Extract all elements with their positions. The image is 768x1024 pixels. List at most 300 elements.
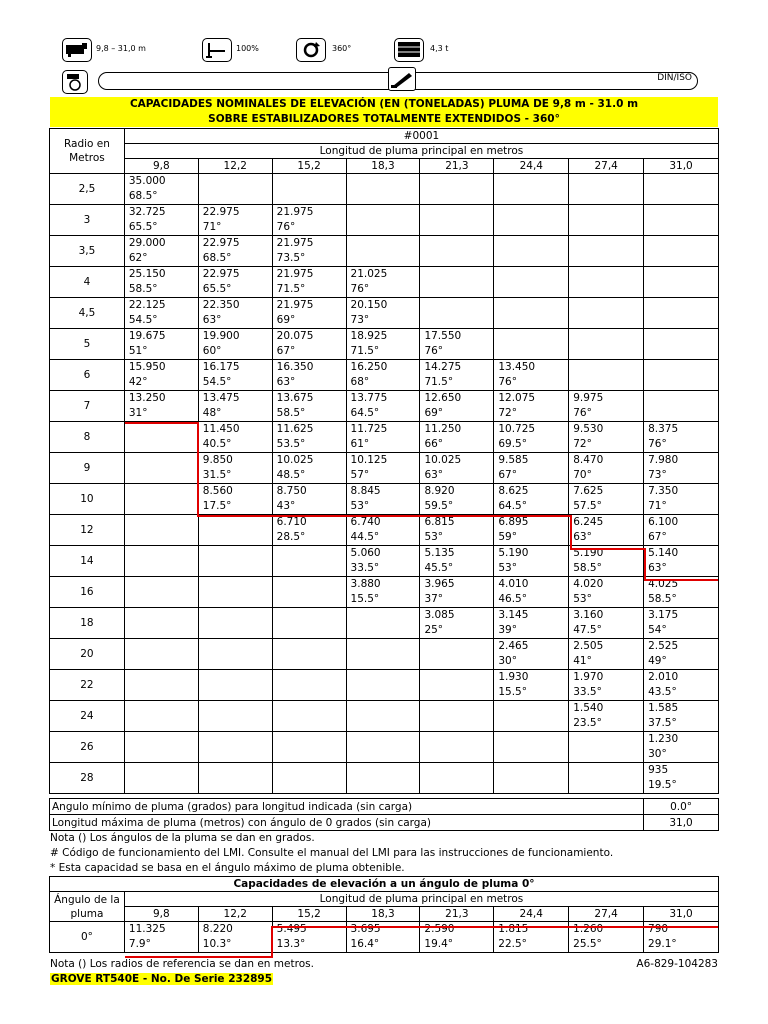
capacity-value: 6.740	[350, 516, 381, 528]
radius-cell: 22	[50, 670, 125, 701]
capacity-cell	[198, 922, 272, 953]
radius-cell: 4	[50, 267, 125, 298]
capacity-cell	[569, 577, 644, 608]
capacity-cell	[198, 577, 272, 608]
capacity-cell	[124, 422, 198, 453]
boom-angle: 59.5°	[424, 499, 454, 512]
capacity-cell	[494, 391, 569, 422]
radius-cell: 24	[50, 701, 125, 732]
table-row	[50, 763, 719, 794]
capacity-value: 1.585	[648, 702, 679, 714]
boom-angle: 65.5°	[202, 282, 232, 295]
capacity-value: 3.145	[498, 609, 529, 621]
capacity-cell	[420, 298, 494, 329]
capacity-cell	[569, 360, 644, 391]
capacity-cell	[346, 484, 420, 515]
column-header: 12,2	[198, 159, 272, 174]
radius-cell: 3,5	[50, 236, 125, 267]
capacity-value: 19.675	[128, 330, 166, 342]
capacity-cell	[420, 360, 494, 391]
boom-angle: 15.5°	[498, 685, 527, 698]
boom-angle: 28.5°	[276, 530, 306, 543]
capacity-cell	[124, 329, 198, 360]
zero-angle-table	[49, 876, 719, 953]
boom-angle: 63°	[648, 561, 667, 574]
capacity-cell	[569, 267, 644, 298]
note-capacity: * Esta capacidad se basa en el ángulo máximo de pluma obtenible.	[50, 862, 405, 874]
boom-angle: 66°	[424, 437, 444, 450]
capacity-cell	[272, 922, 346, 953]
table-row	[50, 422, 719, 453]
capacity-cell	[346, 329, 420, 360]
capacity-value: 13.450	[498, 361, 536, 373]
capacity-cell	[644, 329, 719, 360]
table-row	[50, 732, 719, 763]
capacity-value: 3.880	[350, 578, 381, 590]
capacity-value: 6.100	[648, 516, 679, 528]
capacity-cell	[494, 639, 569, 670]
capacity-cell	[644, 205, 719, 236]
capacity-cell	[346, 670, 420, 701]
column-header: 31,0	[644, 907, 719, 922]
boom-angle: 49°	[648, 654, 667, 667]
column-header: 24,4	[494, 907, 569, 922]
capacity-value: 9.585	[498, 454, 529, 466]
capacity-value: 13.775	[350, 392, 388, 404]
boom-angle: 73°	[648, 468, 667, 481]
capacity-cell	[644, 360, 719, 391]
capacity-value: 22.975	[202, 237, 240, 249]
radius-cell: 10	[50, 484, 125, 515]
capacity-value: 22.125	[128, 299, 166, 311]
capacity-value: 3.965	[424, 578, 455, 590]
capacity-cell	[272, 453, 346, 484]
capacity-cell	[420, 267, 494, 298]
boom-angle: 53°	[350, 499, 370, 512]
capacity-cell	[198, 236, 272, 267]
capacity-cell	[569, 732, 644, 763]
capacity-cell	[494, 453, 569, 484]
capacity-value: 3.160	[573, 609, 604, 621]
capacity-cell	[420, 701, 494, 732]
boom-angle: 68.5°	[202, 251, 232, 264]
capacity-cell	[494, 732, 569, 763]
capacity-cell	[494, 298, 569, 329]
capacity-cell	[494, 422, 569, 453]
capacity-cell	[124, 360, 198, 391]
capacity-cell	[420, 484, 494, 515]
capacity-cell	[644, 236, 719, 267]
boom-angle: 23.5°	[573, 716, 602, 729]
boom-angle: 48°	[202, 406, 222, 419]
capacity-value: 11.725	[350, 423, 388, 435]
second-length-header: Longitud de pluma principal en metros	[124, 892, 718, 907]
capacity-cell	[272, 391, 346, 422]
capacity-value: 7.350	[648, 485, 679, 497]
capacity-value: 16.350	[276, 361, 314, 373]
capacity-cell	[124, 174, 198, 205]
boom-angle: 44.5°	[350, 530, 380, 543]
table-row	[50, 174, 719, 205]
capacity-cell	[494, 174, 569, 205]
capacity-cell	[569, 608, 644, 639]
capacity-cell	[420, 453, 494, 484]
capacity-cell	[272, 577, 346, 608]
rotation-label: 360°	[332, 44, 352, 53]
table-row	[50, 391, 719, 422]
capacity-cell	[346, 608, 420, 639]
capacity-value: 21.975	[276, 206, 314, 218]
capacity-value: 8.375	[648, 423, 679, 435]
column-header: 12,2	[198, 907, 272, 922]
radius-cell: 16	[50, 577, 125, 608]
capacity-value: 11.450	[202, 423, 240, 435]
boom-angle: 70°	[573, 468, 592, 481]
capacity-cell	[198, 391, 272, 422]
capacity-cell	[494, 515, 569, 546]
model-serial: GROVE RT540E - No. De Serie 232895	[51, 973, 273, 985]
boom-angle: 69°	[276, 313, 296, 326]
boom-angle: 71°	[202, 220, 222, 233]
capacity-cell	[569, 205, 644, 236]
boom-angle: 17.5°	[202, 499, 232, 512]
capacity-value: 13.250	[128, 392, 166, 404]
capacity-cell	[494, 608, 569, 639]
capacity-cell	[124, 670, 198, 701]
capacity-cell	[346, 763, 420, 794]
length-header: Longitud de pluma principal en metros	[124, 144, 718, 159]
capacity-cell	[346, 546, 420, 577]
capacity-value: 2.505	[573, 640, 604, 652]
capacity-cell	[272, 267, 346, 298]
capacity-value: 3.695	[350, 923, 381, 935]
boom-angle: 76°	[573, 406, 592, 419]
boom-angle: 54.5°	[128, 313, 158, 326]
capacity-cell	[420, 205, 494, 236]
capacity-cell	[569, 546, 644, 577]
boom-range-label: 9,8 – 31,0 m	[96, 44, 146, 53]
capacity-cell	[569, 639, 644, 670]
boom-icon	[62, 38, 92, 62]
capacity-value: 13.675	[276, 392, 314, 404]
capacity-value: 6.245	[573, 516, 604, 528]
capacity-cell	[494, 205, 569, 236]
table-row	[50, 639, 719, 670]
capacity-cell	[644, 577, 719, 608]
capacity-cell	[644, 922, 719, 953]
capacity-value: 22.350	[202, 299, 240, 311]
reference-radius: 29.1°	[648, 937, 677, 950]
capacity-cell	[346, 732, 420, 763]
boom-angle: 57.5°	[573, 499, 602, 512]
boom-extend-icon	[388, 67, 416, 91]
capacity-value: 4.020	[573, 578, 604, 590]
capacity-cell	[198, 422, 272, 453]
capacity-value: 1.260	[573, 923, 604, 935]
standard-label: DIN/ISO	[657, 73, 692, 83]
capacity-cell	[644, 453, 719, 484]
radius-cell: 5	[50, 329, 125, 360]
table-row	[50, 546, 719, 577]
boom-angle: 58.5°	[128, 282, 158, 295]
capacity-cell	[124, 577, 198, 608]
capacity-cell	[346, 205, 420, 236]
capacity-cell	[272, 608, 346, 639]
radius-cell: 20	[50, 639, 125, 670]
capacity-value: 2.465	[498, 640, 529, 652]
capacity-cell	[272, 329, 346, 360]
capacity-cell	[272, 763, 346, 794]
boom-angle: 43°	[276, 499, 296, 512]
capacity-cell	[124, 453, 198, 484]
capacity-cell	[644, 298, 719, 329]
capacity-cell	[569, 763, 644, 794]
capacity-cell	[198, 329, 272, 360]
capacity-cell	[569, 922, 644, 953]
capacity-cell	[569, 236, 644, 267]
capacity-cell	[272, 298, 346, 329]
capacity-cell	[346, 422, 420, 453]
capacity-value: 4.025	[648, 578, 679, 590]
capacity-value: 21.975	[276, 237, 314, 249]
capacity-cell	[569, 515, 644, 546]
capacity-cell	[272, 205, 346, 236]
boom-angle: 53°	[424, 530, 444, 543]
reference-radius: 25.5°	[573, 937, 602, 950]
boom-angle: 68°	[350, 375, 370, 388]
capacity-cell	[644, 639, 719, 670]
reference-radius: 19.4°	[424, 937, 454, 950]
title-line-2: SOBRE ESTABILIZADORES TOTALMENTE EXTENDIDOS - 360°	[208, 112, 560, 125]
capacity-value: 16.175	[202, 361, 240, 373]
capacity-cell	[124, 484, 198, 515]
capacity-cell	[346, 267, 420, 298]
capacity-cell	[272, 732, 346, 763]
capacity-cell	[124, 732, 198, 763]
capacity-cell	[198, 484, 272, 515]
boom-angle: 63°	[202, 313, 222, 326]
boom-angle: 69°	[424, 406, 444, 419]
column-header: 18,3	[346, 907, 420, 922]
capacity-cell	[420, 422, 494, 453]
boom-limits-table	[49, 798, 719, 831]
radius-cell: 6	[50, 360, 125, 391]
capacity-cell	[494, 236, 569, 267]
capacity-value: 10.125	[350, 454, 388, 466]
capacity-cell	[420, 329, 494, 360]
capacity-cell	[494, 267, 569, 298]
capacity-value: 5.190	[498, 547, 529, 559]
capacity-cell	[198, 763, 272, 794]
min-angle-value: 0.0°	[644, 799, 719, 815]
boom-angle: 60°	[202, 344, 222, 357]
capacity-value: 2.525	[648, 640, 679, 652]
column-header: 15,2	[272, 907, 346, 922]
capacity-value: 29.000	[128, 237, 166, 249]
capacity-value: 8.560	[202, 485, 233, 497]
column-header: 31,0	[644, 159, 719, 174]
reference-radius: 16.4°	[350, 937, 380, 950]
rotation-icon	[296, 38, 326, 62]
min-angle-label: Angulo mínimo de pluma (grados) para longitud indicada (sin carga)	[50, 799, 644, 815]
capacity-value: 12.075	[498, 392, 536, 404]
boom-angle: 67°	[498, 468, 517, 481]
capacity-cell	[569, 298, 644, 329]
capacity-value: 21.975	[276, 268, 314, 280]
capacity-cell	[272, 422, 346, 453]
capacity-value: 1.815	[498, 923, 529, 935]
capacity-cell	[644, 174, 719, 205]
capacity-value: 20.150	[350, 299, 388, 311]
column-header: 21,3	[420, 159, 494, 174]
boom-angle: 73°	[350, 313, 370, 326]
boom-angle: 71.5°	[350, 344, 380, 357]
capacity-cell	[198, 608, 272, 639]
capacity-cell	[420, 732, 494, 763]
boom-angle: 46.5°	[498, 592, 527, 605]
capacity-value: 6.815	[424, 516, 455, 528]
capacity-cell	[346, 577, 420, 608]
boom-angle: 31°	[128, 406, 148, 419]
capacity-cell	[569, 422, 644, 453]
boom-angle: 19.5°	[648, 778, 677, 791]
capacity-value: 1.930	[498, 671, 529, 683]
boom-angle: 39°	[498, 623, 517, 636]
boom-angle: 63°	[424, 468, 444, 481]
capacity-value: 16.250	[350, 361, 388, 373]
reference-radius: 7.9°	[128, 937, 151, 950]
boom-angle: 42°	[128, 375, 148, 388]
boom-angle: 58.5°	[276, 406, 306, 419]
capacity-cell	[420, 763, 494, 794]
table-row	[50, 205, 719, 236]
capacity-value: 22.975	[202, 268, 240, 280]
boom-angle: 64.5°	[498, 499, 527, 512]
max-length-label: Longitud máxima de pluma (metros) con ángulo de 0 grados (sin carga)	[50, 815, 644, 831]
capacity-cell	[420, 515, 494, 546]
capacity-value: 8.625	[498, 485, 529, 497]
capacity-cell	[272, 546, 346, 577]
boom-angle: 33.5°	[350, 561, 380, 574]
capacity-cell	[644, 515, 719, 546]
capacity-cell	[569, 670, 644, 701]
boom-angle: 47.5°	[573, 623, 602, 636]
boom-angle: 76°	[424, 344, 444, 357]
capacity-cell	[644, 608, 719, 639]
boom-angle: 53°	[573, 592, 592, 605]
column-header: 9,8	[124, 159, 198, 174]
capacity-cell	[494, 577, 569, 608]
capacity-cell	[644, 701, 719, 732]
capacity-cell	[124, 608, 198, 639]
capacity-cell	[272, 515, 346, 546]
boom-angle: 62°	[128, 251, 148, 264]
top-icon-strip	[62, 38, 698, 64]
capacity-cell	[644, 732, 719, 763]
capacity-cell	[198, 453, 272, 484]
column-header: 15,2	[272, 159, 346, 174]
table-row	[50, 608, 719, 639]
capacity-cell	[272, 701, 346, 732]
capacity-value: 11.625	[276, 423, 314, 435]
boom-selector-bar	[62, 70, 698, 92]
boom-angle: 73.5°	[276, 251, 306, 264]
capacity-value: 790	[648, 923, 669, 935]
capacity-cell	[124, 639, 198, 670]
capacity-cell	[494, 701, 569, 732]
boom-angle: 33.5°	[573, 685, 602, 698]
boom-angle: 40.5°	[202, 437, 232, 450]
capacity-value: 10.025	[276, 454, 314, 466]
capacity-value: 8.920	[424, 485, 455, 497]
capacity-cell	[346, 236, 420, 267]
capacity-cell	[198, 174, 272, 205]
note-angles: Nota () Los ángulos de la pluma se dan en grados.	[50, 832, 315, 844]
capacity-cell	[420, 608, 494, 639]
capacity-value: 14.275	[424, 361, 462, 373]
angle-cell: 0°	[50, 922, 125, 953]
capacity-value: 20.075	[276, 330, 314, 342]
capacity-value: 1.230	[648, 733, 679, 745]
document-reference: A6-829-104283	[636, 958, 718, 970]
radius-cell: 12	[50, 515, 125, 546]
boom-angle: 67°	[648, 530, 667, 543]
capacity-value: 3.175	[648, 609, 679, 621]
capacity-cell	[569, 391, 644, 422]
capacity-value: 5.135	[424, 547, 455, 559]
capacity-cell	[644, 670, 719, 701]
capacity-cell	[420, 670, 494, 701]
boom-angle: 71.5°	[424, 375, 454, 388]
capacity-value: 6.710	[276, 516, 307, 528]
capacity-cell	[420, 174, 494, 205]
capacity-value: 935	[648, 764, 669, 776]
capacity-cell	[124, 391, 198, 422]
column-header: 24,4	[494, 159, 569, 174]
capacity-cell	[198, 701, 272, 732]
boom-angle: 51°	[128, 344, 148, 357]
boom-angle: 72°	[573, 437, 592, 450]
boom-angle: 25°	[424, 623, 444, 636]
capacity-cell	[272, 670, 346, 701]
capacity-cell	[494, 546, 569, 577]
capacity-value: 18.925	[350, 330, 388, 342]
capacity-cell	[346, 515, 420, 546]
capacity-value: 7.625	[573, 485, 604, 497]
capacity-value: 5.140	[648, 547, 679, 559]
capacity-cell	[644, 422, 719, 453]
radius-cell: 8	[50, 422, 125, 453]
capacity-cell	[494, 763, 569, 794]
capacity-cell	[569, 484, 644, 515]
footer-line	[50, 958, 718, 970]
boom-angle: 53°	[498, 561, 517, 574]
capacity-value: 8.750	[276, 485, 307, 497]
title-line-1: CAPACIDADES NOMINALES DE ELEVACIÓN (EN (TONELADAS) PLUMA DE 9,8 m - 31.0 m	[129, 98, 639, 110]
capacity-cell	[346, 922, 420, 953]
capacity-cell	[198, 298, 272, 329]
boom-angle: 53.5°	[276, 437, 306, 450]
capacity-cell	[124, 236, 198, 267]
table-row	[50, 298, 719, 329]
capacity-cell	[346, 701, 420, 732]
capacity-value: 32.725	[128, 206, 166, 218]
radius-cell: 18	[50, 608, 125, 639]
capacity-cell	[198, 732, 272, 763]
capacity-cell	[124, 298, 198, 329]
outrigger-label: 100%	[236, 44, 259, 53]
table-row	[50, 236, 719, 267]
